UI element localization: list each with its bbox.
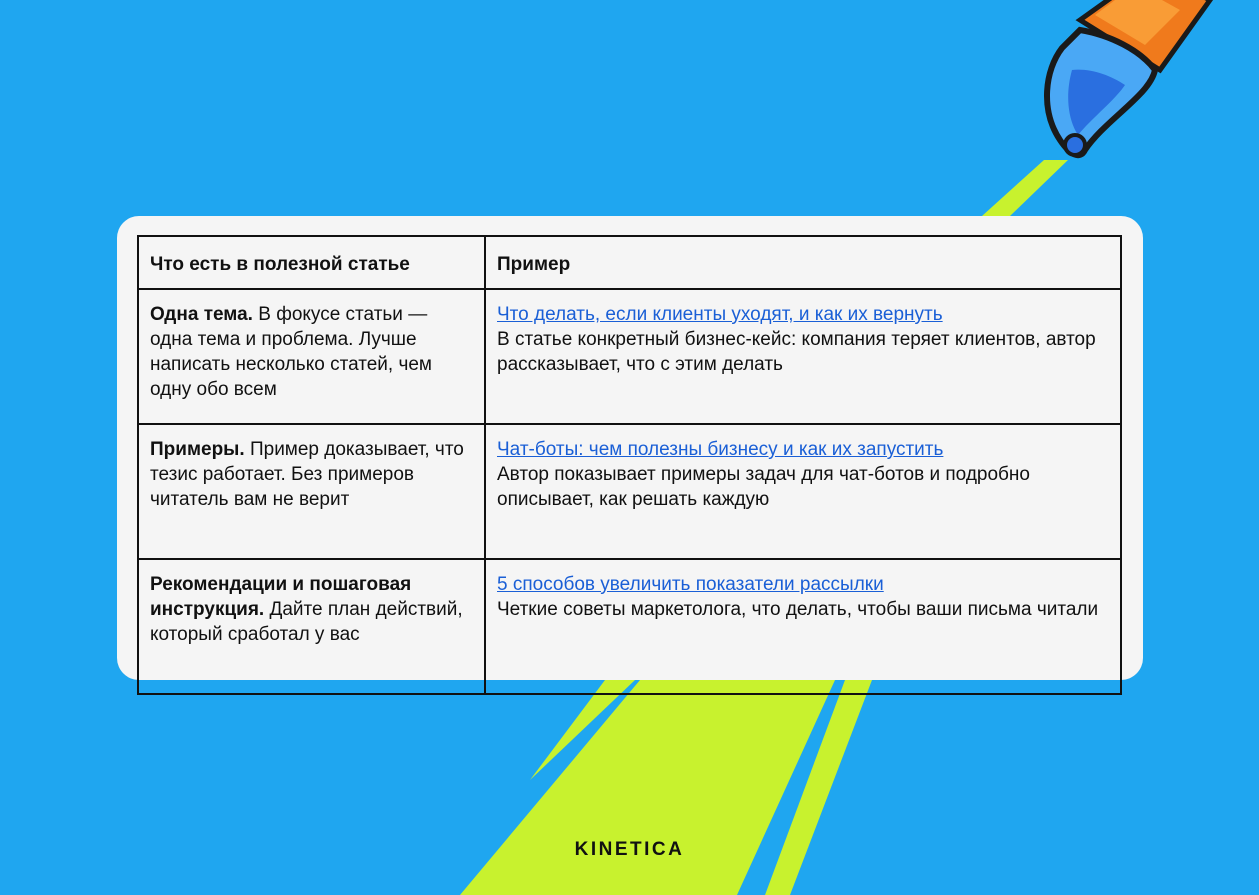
example-text: Автор показывает примеры задач для чат-ботов и подробно описывает, как решать каждую — [497, 464, 1030, 510]
article-features-table — [137, 235, 1122, 695]
brand-logo: KINETICA — [574, 839, 685, 860]
feature-text: Дайте план действий, который сработал у вас — [150, 599, 463, 645]
table-row — [138, 559, 1121, 694]
feature-text: В фокусе статьи — одна тема и проблема. Лучше написать несколько статей, чем одну обо всем — [150, 304, 432, 400]
example-text: Четкие советы маркетолога, что делать, чтобы ваши письма читали — [497, 599, 1099, 620]
content-card — [117, 216, 1143, 680]
column-header-feature: Что есть в полезной статье — [138, 236, 485, 289]
feature-cell — [138, 289, 485, 424]
example-link[interactable]: Что делать, если клиенты уходят, и как их вернуть — [497, 304, 943, 325]
example-text: В статье конкретный бизнес-кейс: компания теряет клиентов, автор рассказывает, что с этим делать — [497, 329, 1096, 375]
example-cell — [485, 289, 1121, 424]
example-link[interactable]: 5 способов увеличить показатели рассылки — [497, 574, 884, 595]
table-row — [138, 289, 1121, 424]
column-header-example: Пример — [485, 236, 1121, 289]
example-cell — [485, 424, 1121, 559]
table-row — [138, 424, 1121, 559]
table-header-row — [138, 236, 1121, 289]
feature-title: Одна тема. — [150, 304, 253, 325]
feature-cell — [138, 559, 485, 694]
example-cell — [485, 559, 1121, 694]
feature-text: Пример доказывает, что тезис работает. Без примеров читатель вам не верит — [150, 439, 464, 510]
fountain-pen-icon — [1047, 0, 1210, 155]
feature-title: Рекомендации и пошаговая инструкция. — [150, 574, 412, 620]
example-link[interactable]: Чат-боты: чем полезны бизнесу и как их запустить — [497, 439, 944, 460]
feature-title: Примеры. — [150, 439, 245, 460]
feature-cell — [138, 424, 485, 559]
